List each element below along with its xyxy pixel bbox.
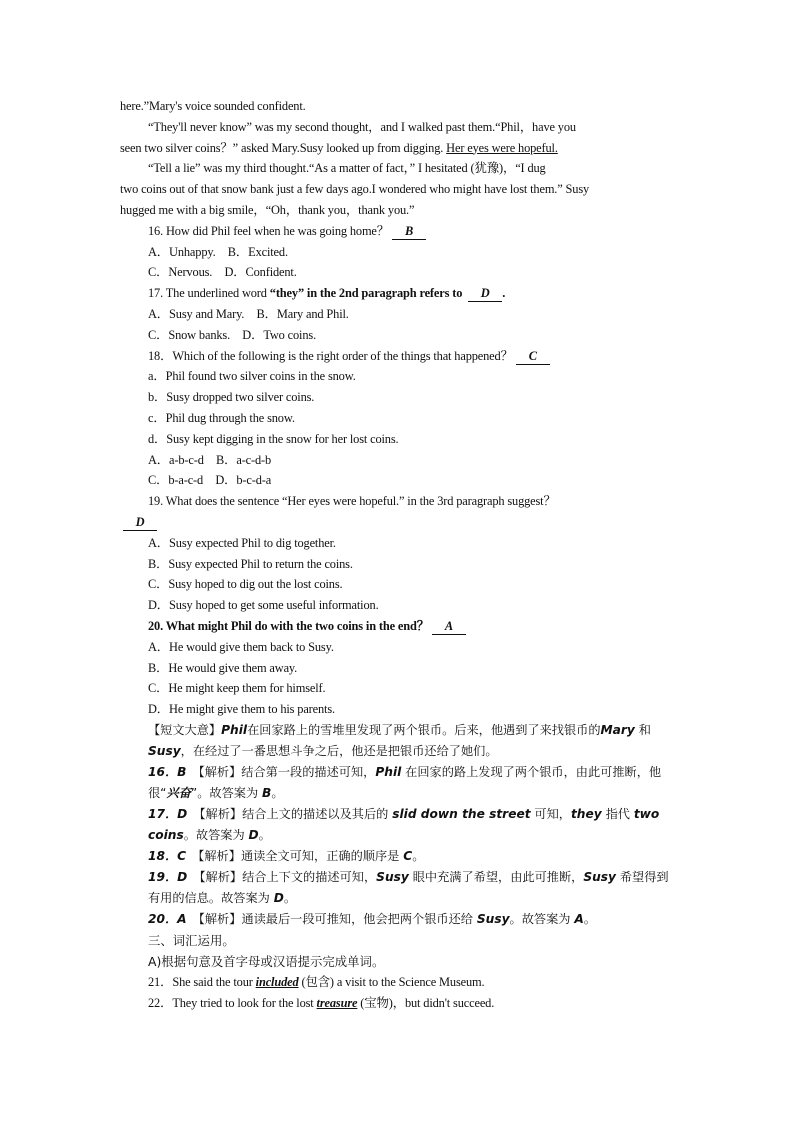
explanation: 20．A 【解析】通读最后一段可推知，他会把两个银币还给 Susy。故答案为 A。 xyxy=(148,911,596,926)
option-line: C．Nervous. D．Confident. xyxy=(148,265,297,280)
option-line: C．b-a-c-d D．b-c-d-a xyxy=(148,473,272,488)
option-line: b．Susy dropped two silver coins. xyxy=(148,390,315,405)
explanation: 16．B 【解析】结合第一段的描述可知，Phil 在回家的路上发现了两个银币，由此可推断，他很“兴奋”。故答案为 B。 xyxy=(148,764,662,800)
option-line: C．Snow banks. D．Two coins. xyxy=(148,327,317,342)
question-stem: 16. How did Phil feel when he was going home？ B xyxy=(120,221,676,242)
passage-line: two coins out of that snow bank just a few days ago.I wondered who might have lost them.” Susy xyxy=(120,182,590,197)
answer-blank: C xyxy=(516,349,550,365)
underlined-sentence: Her eyes were hopeful. xyxy=(446,140,558,155)
question-stem: 19. What does the sentence “Her eyes were hopeful.” in the 3rd paragraph suggest？ xyxy=(148,494,556,509)
option-line: A．Susy and Mary. B．Mary and Phil. xyxy=(148,306,349,321)
fill-item: 21．She said the tour included (包含) a visit to the Science Museum. xyxy=(148,974,485,989)
fill-item: 22．They tried to look for the lost treasure (宝物)，but didn't succeed. xyxy=(148,995,495,1010)
option-line: C．He might keep them for himself. xyxy=(148,681,326,696)
option-line: A．Susy expected Phil to dig together. xyxy=(148,535,336,550)
option-line: A．He would give them back to Susy. xyxy=(148,639,334,654)
passage-line: hugged me with a big smile，“Oh，thank you，thank you.” xyxy=(120,202,415,217)
passage-line: “They'll never know” was my second thought，and I walked past them.“Phil，have you xyxy=(148,119,576,134)
option-line: a．Phil found two silver coins in the snow. xyxy=(148,369,356,384)
option-line: A．a-b-c-d B．a-c-d-b xyxy=(148,452,272,467)
answer-blank: B xyxy=(392,224,426,240)
option-line: B．Susy expected Phil to return the coins. xyxy=(148,556,353,571)
answer-blank: D xyxy=(123,515,157,531)
explanation: 17．D 【解析】结合上文的描述以及其后的 slid down the street 可知，they 指代 two coins。故答案为 D。 xyxy=(148,806,660,842)
option-line: c．Phil dug through the snow. xyxy=(148,410,295,425)
question-stem: 20. What might Phil do with the two coins in the end？ A xyxy=(120,616,676,637)
passage-line: “Tell a lie” was my third thought.“As a matter of fact，” I hesitated (犹豫)，“I dug xyxy=(148,161,546,176)
document-page xyxy=(120,96,676,1014)
option-line: C．Susy hoped to dig out the lost coins. xyxy=(148,577,343,592)
answer-blank: A xyxy=(432,619,466,635)
passage-line: seen two silver coins？” asked Mary.Susy looked up from digging. Her eyes were hopeful. xyxy=(120,140,558,155)
option-line: B．He would give them away. xyxy=(148,660,298,675)
passage-line: here.”Mary's voice sounded confident. xyxy=(120,99,306,113)
option-line: D．Susy hoped to get some useful information. xyxy=(148,598,379,613)
section-title: 三、词汇运用。 xyxy=(148,932,235,948)
section-instruction: A)根据句意及首字母或汉语提示完成单词。 xyxy=(148,953,385,969)
option-line: A．Unhappy. B．Excited. xyxy=(148,244,288,259)
answer-line xyxy=(120,512,676,533)
question-stem: 17. The underlined word “they” in the 2nd paragraph refers to D . xyxy=(148,286,506,301)
answer-blank: D xyxy=(468,286,502,302)
option-line: d．Susy kept digging in the snow for her lost coins. xyxy=(148,431,399,446)
filled-word: treasure xyxy=(316,995,358,1010)
passage-summary: 【短文大意】Phil在回家路上的雪堆里发现了两个银币。后来，他遇到了来找银币的Mary 和 Susy，在经过了一番思想斗争之后，他还是把银币还给了她们。 xyxy=(148,722,651,758)
option-line: D．He might give them to his parents. xyxy=(148,702,335,717)
explanation: 19．D 【解析】结合上下文的描述可知，Susy 眼中充满了希望，由此可推断，Susy 希望得到有用的信息。故答案为 D。 xyxy=(148,869,669,905)
filled-word: included xyxy=(255,974,299,989)
question-stem: 18．Which of the following is the right order of the things that happened？ C xyxy=(120,346,676,367)
explanation: 18．C 【解析】通读全文可知，正确的顺序是 C。 xyxy=(148,848,425,863)
